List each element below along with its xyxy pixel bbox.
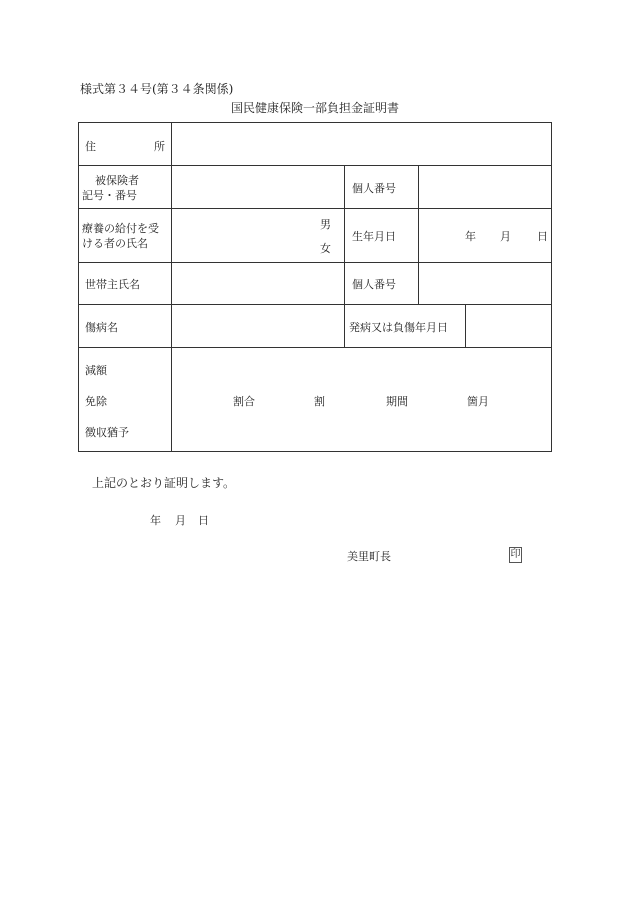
address-label-char: 所 bbox=[154, 140, 165, 153]
deferral-label: 徴収猶予 bbox=[85, 426, 129, 439]
document-title: 国民健康保険一部負担金証明書 bbox=[230, 101, 399, 115]
seal-mark: 印 bbox=[509, 547, 522, 563]
birthdate-day: 日 bbox=[537, 230, 548, 243]
gender-female: 女 bbox=[320, 242, 331, 255]
illness-label: 傷病名 bbox=[85, 321, 118, 334]
insured-label-line1: 被保険者 bbox=[95, 174, 139, 187]
issuer-name: 美里町長 bbox=[347, 550, 391, 563]
recipient-label-line2: ける者の氏名 bbox=[82, 237, 148, 250]
gender-male: 男 bbox=[320, 218, 331, 231]
certification-text: 上記のとおり証明します。 bbox=[92, 476, 236, 490]
date-day: 日 bbox=[198, 514, 209, 527]
insured-label-line2: 記号・番号 bbox=[82, 189, 137, 202]
ratio-unit: 割 bbox=[314, 395, 325, 408]
address-label bbox=[85, 138, 165, 154]
birthdate-month: 月 bbox=[500, 230, 511, 243]
personal-number-label: 個人番号 bbox=[352, 182, 396, 195]
head-personal-number-label: 個人番号 bbox=[352, 278, 396, 291]
address-label-char: 住 bbox=[85, 140, 96, 153]
period-label: 期間 bbox=[386, 395, 408, 408]
birthdate-year: 年 bbox=[465, 230, 476, 243]
exemption-label: 免除 bbox=[85, 395, 107, 408]
reduction-label: 減額 bbox=[85, 364, 107, 377]
head-name-label: 世帯主氏名 bbox=[85, 278, 140, 291]
onset-label: 発病又は負傷年月日 bbox=[349, 321, 448, 334]
form-number: 様式第３４号(第３４条関係) bbox=[80, 82, 234, 96]
date-year: 年 bbox=[150, 514, 161, 527]
ratio-label: 割合 bbox=[233, 395, 255, 408]
recipient-label-line1: 療養の給付を受 bbox=[82, 222, 159, 235]
period-unit: 箇月 bbox=[467, 395, 489, 408]
date-month: 月 bbox=[175, 514, 186, 527]
birthdate-label: 生年月日 bbox=[352, 230, 396, 243]
